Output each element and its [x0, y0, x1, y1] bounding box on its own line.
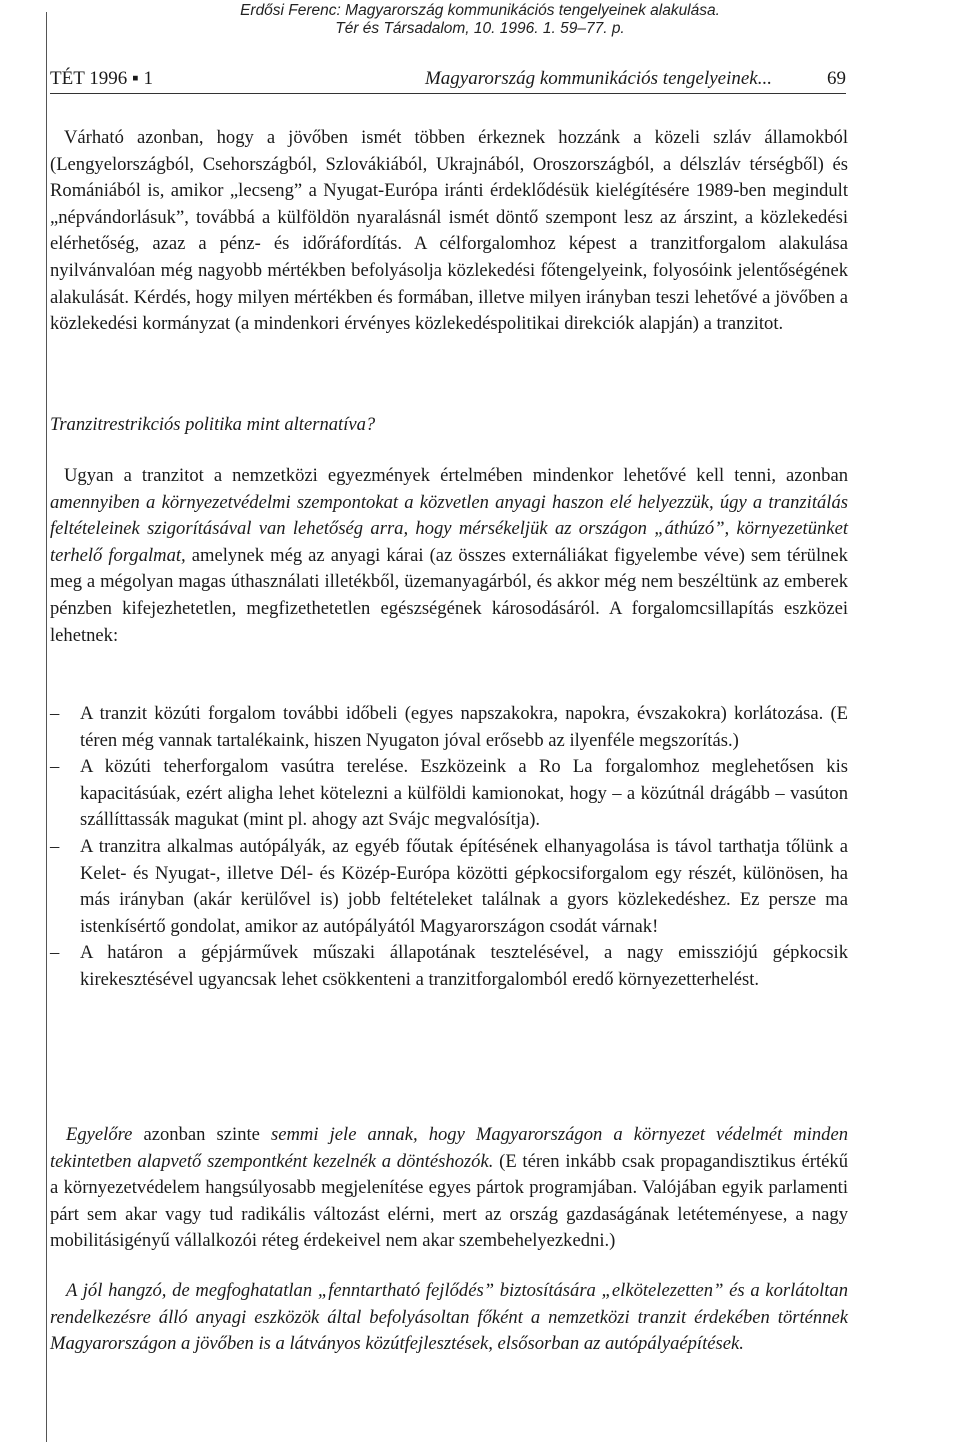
page-edge-line: [46, 12, 47, 1442]
dash-marker: –: [50, 703, 60, 724]
citation-line-1: Erdősi Ferenc: Magyarország kommunikációs tengelyeinek alakulása.: [240, 2, 720, 19]
paragraph-1: Várható azonban, hogy a jövőben ismét többen érkeznek hozzánk a közeli szláv államokból (Lengyelországból, Csehországból, Szlovákiából, Ukrajnából, Oroszországból, a délszláv térségből) és Romániából is, amikor „lecseng” a Nyugat-Európa iránti érdeklődésük kielégítésére 1989-ben megindult „népvándorlásuk”, továbbá a külföldön nyaralásnál ismét döntő szempont lesz az árszint, a közlekedési elérhetőség, azaz a pénz- és időráfordítás. A célforgalomhoz képest a tranzitforgalom alakulása nyilvánvalóan még nagyobb mértékben befolyásolja közlekedési főtengelyeink, folyosóink jelentőségének alakulását. Kérdés, hogy milyen mértékben és formában, illetve milyen irányban teszi lehetővé a jövőben a közlekedési kormányzat (a mindenkori érvényes közlekedéspolitikai direkciók alapján) a tranzitot.: [50, 127, 848, 335]
header-rule: [50, 93, 846, 94]
measures-list: [50, 701, 848, 994]
paragraph-3-text-a: azonban szinte: [132, 1124, 272, 1145]
paragraph-3-emphasis-b: semmi jele annak, hogy Magyarországon a környezet védelmét minden tekintetben alapvető szempontként kezelnék a döntéshozók.: [50, 1124, 849, 1172]
list-item-text: A tranzitra alkalmas autópályák, az egyéb főutak építésének elhanyagolása is távol tarthatja tőlünk a Kelet- és Nyugat-, illetve Dél- és Közép-Európa közötti gépkocsiforgalom egy részét, különösen, ha más irányban (akár kerülővel is) jobb feltételeket találnak a gyors közlekedéshez. Ez persze ma istenkísértő gondolat, amikor az autópályától Magyarországon csodát várnak!: [80, 835, 848, 937]
paragraph-2-emphasis: amennyiben a környezetvédelmi szempontokat a közvetlen anyagi haszon elé helyezzük, úgy a tranzitálás feltételeinek szigorításával van lehetőség arra, hogy mérsékeljük az országon „áthúzó”, környezetünket terhelő forgalmat,: [50, 491, 848, 566]
dash-marker: –: [50, 835, 60, 857]
paragraph-2-text-a: Ugyan a tranzitot a nemzetközi egyezmények értelmében mindenkor lehetővé kell tenni, azonban: [64, 465, 848, 486]
paragraph-4: A jól hangzó, de megfoghatatlan „fenntartható fejlődés” biztosítására „elkötelezetten” és a korlátoltan rendelkezésre álló anyagi eszközök által befolyásoltan főként a nemzetközi tranzit érdekében történnek Magyarországon a jövőben is a látványos közútfejlesztések, elsősorban az autópályaépítések.: [50, 1280, 848, 1355]
dash-marker: –: [50, 942, 60, 964]
journal-issue: TÉT 1996 ▪ 1: [50, 68, 153, 89]
running-title: Magyarország kommunikációs tengelyeinek...: [424, 68, 772, 89]
paragraph-3-emphasis-a: Egyelőre: [66, 1124, 133, 1145]
list-item-text: A tranzit közúti forgalom további időbeli (egyes napszakokra, napokra, évszakokra) korlátozása. (E téren még vannak tartalékaink, hiszen Nyugaton jóval erősebb az ilyenféle megszorítás.): [80, 703, 848, 751]
dash-marker: –: [50, 756, 60, 778]
paragraph-3: [50, 1122, 848, 1255]
list-item: [50, 940, 848, 993]
section-subheading: Tranzitrestrikciós politika mint alternatíva?: [50, 414, 376, 435]
paragraph-2: [50, 463, 848, 649]
list-item-text: A közúti teherforgalom vasútra terelése. Eszközeink a Ro La forgalomhoz meglehetősen kis kapacitásúak, ezért aligha lehet kötelezni a külföldi kamionokat, hogy – a közútnál drágább – vasúton szállíttassák magukat (mint pl. ahogy azt Svájc megvalósítja).: [80, 756, 848, 831]
list-item: [50, 754, 848, 834]
list-item-text: A határon a gépjárművek műszaki állapotának tesztelésével, a nagy emissziójú gépkocsik kirekesztésével ugyancsak lehet csökkenteni a tranzitforgalomból eredő környezetterhelést.: [80, 942, 848, 990]
list-item: [50, 834, 848, 940]
page-number: 69: [827, 68, 846, 89]
running-head: [50, 66, 846, 92]
paragraph-2-text-b: amelynek még az anyagi kárai (az összes externáliákat figyelembe véve) sem térülnek meg a mégolyan magas úthasználati illetékből, üzemanyagárból, és akkor még nem beszéltünk az emberek pénzben kifejezhetetlen, megfizethetetlen egészségének károsodásáról. A forgalomcsillapítás eszközei lehetnek:: [50, 544, 848, 646]
citation-header: [0, 2, 960, 38]
list-item: [50, 701, 848, 754]
paragraph-3-text-b: (E téren inkább csak propagandisztikus értékű a környezetvédelem hangsúlyosabb megjelenítése egyes pártok programjában. Valójában egyik parlamenti párt sem akar vagy tud radikális változást elérni, mert az ország gazdaságának letéteményese, a nagy mobilitásigényű vállalkozói réteg érdekeivel nem akar szembehelyezkedni.): [50, 1150, 849, 1252]
citation-line-2: Tér és Társadalom, 10. 1996. 1. 59–77. p.: [335, 20, 625, 37]
